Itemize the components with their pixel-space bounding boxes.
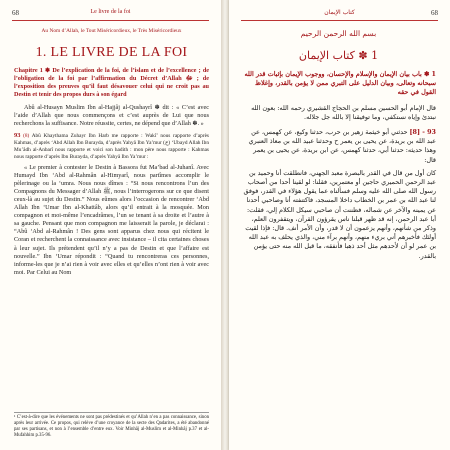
hadith-isnad	[241, 128, 436, 165]
page-number: 68	[431, 9, 438, 17]
hadith-number: 93	[14, 132, 21, 140]
book-title: 1 ✽ كتاب الإيمان	[298, 49, 379, 62]
intro-paragraph: Abû al-Husayn Muslim Ibn al-Hajjâj al-Qushayrî ✽ dit : « C’est avec l’aide d’Allah que nous commençons et c’est auprès de Lui que nous recherchons la suffisance. Notre réussite, certes, ne dépend que d’Allah ✽. »	[14, 104, 209, 128]
basmala: Au Nom d’Allah, le Tout Miséricordieux, le Très Miséricordieux	[41, 28, 182, 34]
footnote-block	[14, 412, 209, 439]
footnote: ¹ C’est-à-dire que les événements ne sont pas prédestinés et qu’Allah n’en a pas connaissance, sinon après leur arrivée. Ce propos, qui relève d’une croyance de la secte des Qadarites, a été abandonné par ses partisans, et non à l’ensemble d’entre eux. Voir Minhâj al-Muslim et al-Minhâj p.37 et al-Mufahhim p.35-96.	[14, 415, 209, 438]
right-page	[229, 0, 450, 450]
header-rule	[12, 20, 209, 21]
chapter-label: Chapitre 1	[14, 67, 43, 75]
chapter-heading: Chapitre 1 ✽ De l’explication de la foi, de l’islam et de l’excellence ; de l’obligation de la foi par l’affirmation du Décret d’Allah ﷻ ; de l’exposition des preuves qu’il faut désavouer celui qui ne croit pas au Destin et tenir des propos durs à son égard	[14, 67, 210, 99]
running-head: كتاب الإيمان	[324, 9, 355, 16]
hadith-ref: 93 - [8]	[409, 128, 436, 137]
hadith-isnad	[14, 133, 209, 160]
intro-paragraph: قال الإمام أبو الحسين مسلم بن الحجاج القشيري رحمه الله: بعون الله نبتدئ وإياه نستكفي، وما توفيقنا إلا بالله جل جلاله.	[251, 103, 436, 121]
isnad-text: حدثني أبو خيثمة زهير بن حرب، حدثنا وكيع، عن كهمس، عن عبد الله بن بريدة، عن يحيى بن يعمر ح وحدثنا عبيد الله بن معاذ العنبري وهذا حديثه: حدثنا أبي، حدثنا كهمس، عن ابن بريدة، عن يحيى بن يعمر قال:	[248, 128, 436, 164]
hadith-body: « Le premier à contester le Destin à Bassora fut Ma’bad al-Juhanî. Avec Humayd Ibn ‘Abd al-Rahmân al-Himyarî, nous partîmes accomplir le pèlerinage ou la ‘umra. Nous nous dîmes : “Si nous rencontrons l’un des Compagnons du Messager d’Allah ﷺ, nous l’interrogerons sur ce que disent ceux-là au sujet du Destin.” Nous eûmes alors l’occasion de rencontrer ‘Abd Allah Ibn ‘Umar Ibn al-Khattâb, alors qu’il entrait à la mosquée. Mon compagnon et moi-même l’encadrâmes, l’un se tenant à sa droite et l’autre à sa gauche. Pensant que mon compagnon me laisserait la parole, je déclarai : “Abû ‘Abd al-Rahmân ! Des gens sont apparus chez nous qui récitent le Coran et recherchent la connaissance avec insistance – il cita certaines choses à leur sujet. Ils prétendent qu’il n’y a pas de Destin et que l’affaire est nouvelle.” Ibn ‘Umar répondit : “Quand tu rencontreras ces personnes, informe-les que je n’ai rien à voir avec elles et qu’elles n’ont rien à voir avec moi. Par Celui au Nom	[14, 163, 209, 276]
header-rule	[241, 20, 438, 21]
book-title: 1. LE LIVRE DE LA FOI	[35, 45, 188, 61]
isnad-text: Abû Khaythama Zuhayr Ibn Harb me rapporte : Wakî’ nous rapporte d’après Kahmas, d’après ‘Abd Allah Ibn Burayda, d’après Yahyâ Ibn Ya’mur (ح) ‘Ubayd Allah Ibn Mu’âdh al-Anbarî nous rapporte et voici son hadith : mon père nous rapporte : Kahmas nous rapporte d’après Ibn Burayda, d’après Yahyâ Ibn Ya’mur :	[14, 133, 209, 160]
chapter-heading: 1 ✽ باب بيان الإيمان والإسلام والإحسان، ووجوب الإيمان بإثبات قدر الله سبحانه وتعالى، وبيان الدليل على التبري ممن لا يؤمن بالقدر، وإغلاظ القول في حقه	[244, 70, 436, 97]
basmala-calligraphy: بسم الله الرحمن الرحيم	[300, 29, 377, 38]
gutter	[221, 0, 229, 450]
running-head: Le livre de la foi	[90, 9, 131, 15]
chapter-text: De l’explication de la foi, de l’islam et de l’excellence ; de l’obligation de la foi par l’affirmation du Décret d’Allah ﷻ ; de l’exposition des preuves qu’il faut désavouer celui qui ne croit pas au Destin et tenir des propos durs à son égard	[14, 67, 210, 99]
page-number: 68	[12, 9, 19, 17]
hadith-ref: (8)	[23, 133, 30, 140]
hadith-body: كان أول من قال في القدر بالبصرة معبد الجهني، فانطلقت أنا وحميد بن عبد الرحمن الحميري حاجين أو معتمرين، فقلنا: لو لقينا أحدا من أصحاب رسول الله صلى الله عليه وسلم فسألناه عما يقول هؤلاء في القدر، فوفق لنا عبد الله بن عمر بن الخطاب داخلا المسجد، فاكتنفته أنا وصاحبي أحدنا عن يمينه والآخر عن شماله، فظننت أن صاحبي سيكل الكلام إلي، فقلت: أبا عبد الرحمن، إنه قد ظهر قبلنا ناس يقرؤون القرآن، ويتقفرون العلم، وذكر من شأنهم، وأنهم يزعمون أن لا قدر، وأن الأمر أنف. قال: فإذا لقيت أولئك فأخبرهم أني بريء منهم، وأنهم برآء مني، والذي يحلف به عبد الله بن عمر لو أن لأحدهم مثل أحد ذهبا فأنفقه، ما قبل الله منه حتى يؤمن بالقدر.	[243, 168, 436, 260]
left-page	[0, 0, 221, 450]
